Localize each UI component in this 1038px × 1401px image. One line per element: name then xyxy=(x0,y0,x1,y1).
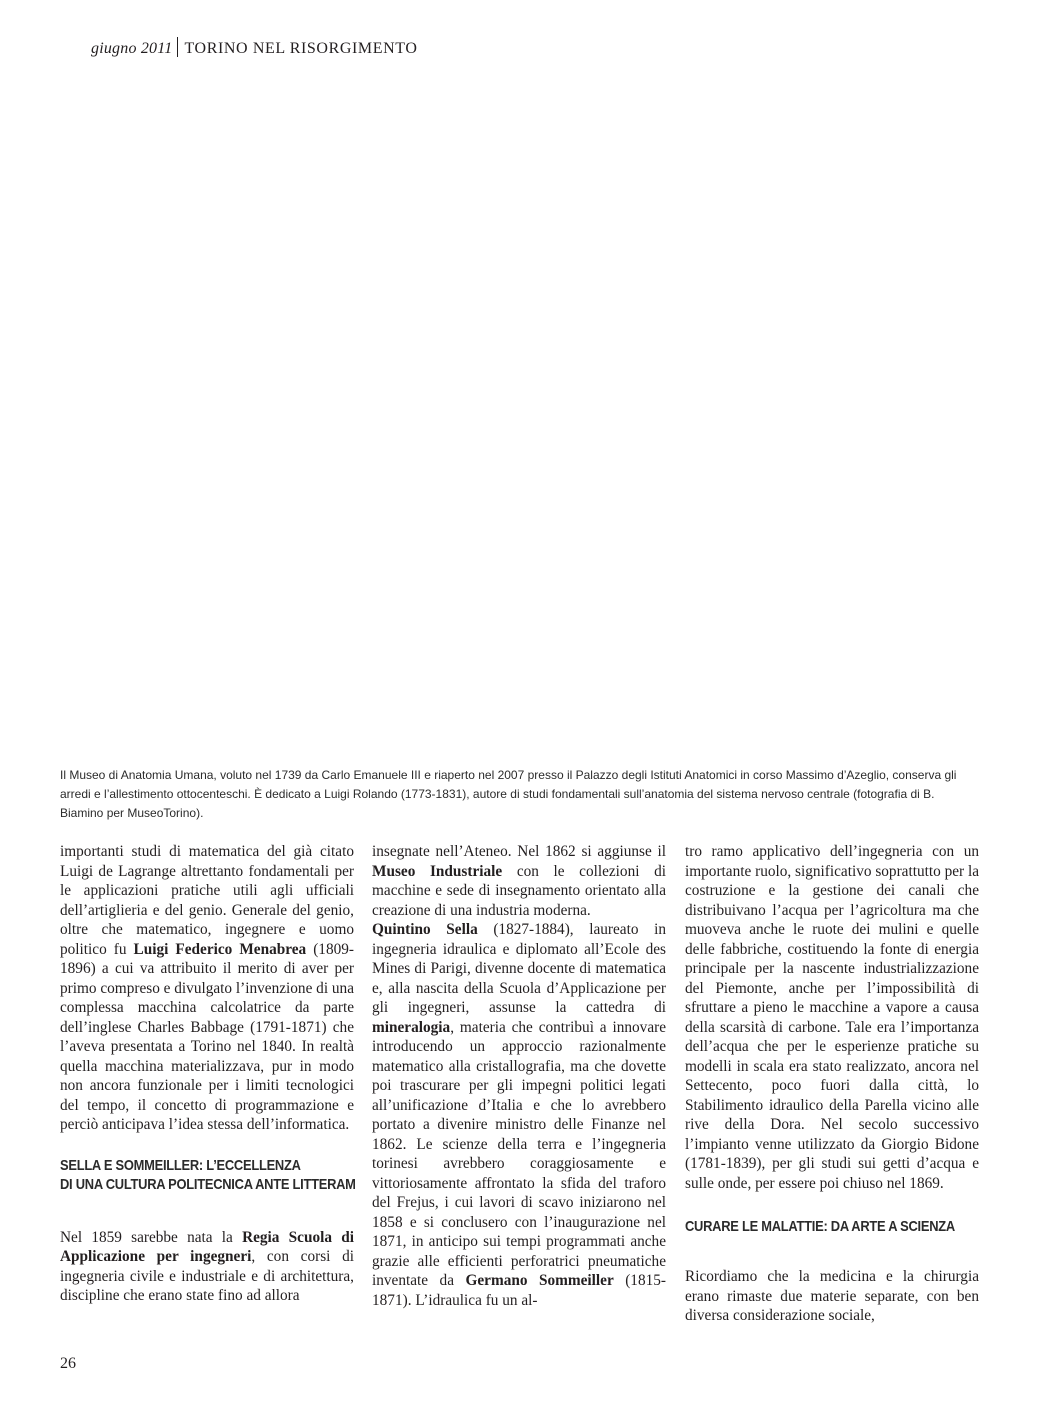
text-run: insegnate nell’Ateneo. Nel 1862 si aggiunse il xyxy=(372,843,666,860)
bold-name: Germano Sommeiller xyxy=(465,1272,614,1289)
text-run: (1815-1871). L’idraulica fu un al- xyxy=(372,1272,666,1309)
page-number: 26 xyxy=(60,1355,76,1372)
text-run: , con corsi di ingegneria civile e industriale e di architettura, discipline che erano state fino ad allora xyxy=(60,1248,354,1304)
text-run: con le collezioni di macchine e sede di insegnamento orientato alla creazione di una industria moderna. xyxy=(372,862,666,919)
bold-name: Quintino Sella xyxy=(372,921,478,938)
text-column-1 xyxy=(60,842,354,1306)
paragraph: Ricordiamo che la medicina e la chirurgia erano rimaste due materie separate, con ben diversa considerazione sociale, xyxy=(685,1268,979,1324)
heading-line: SELLA E SOMMEILLER: L’ECCELLENZA xyxy=(60,1156,301,1174)
photo-caption: Il Museo di Anatomia Umana, voluto nel 1739 da Carlo Emanuele III e riaperto nel 2007 presso il Palazzo degli Istituti Anatomici in corso Massimo d’Azeglio, conserva gli arredi e l’allestimento ottocenteschi. È dedicato a Luigi Rolando (1773-1831), autore di studi fondamentali sull’anatomia del sistema nervoso centrale (fotografia di B. Biamino per MuseoTorino). xyxy=(60,768,957,820)
bold-name: Regia Scuola di Applicazione per ingegneri xyxy=(60,1228,355,1265)
text-run: importanti studi di matematica del già citato Luigi de Lagrange altrettanto fondamentali per le applicazioni pratiche utili agli ufficiali dell’artiglieria e del genio. Generale del genio, oltre che matematico, ingegnere e uomo politico fu xyxy=(60,843,354,958)
section-heading: CURARE LE MALATTIE: DA ARTE A SCIENZA xyxy=(685,1218,955,1235)
bold-term: mineralogia xyxy=(372,1018,451,1036)
header-divider xyxy=(177,37,178,57)
text-run: (1809-1896) a cui va attribuito il merito di aver per primo compreso e divulgato l’invenzione di una complessa macchina calcolatrice da parte dell’inglese Charles Babbage (1791-1871) che l’aveva presentata a Torino nel 1840. In realtà quella macchina materializzava, pur in modo non ancora funzionale per i limiti tecnologici del tempo, il concetto di programmazione e perciò anticipava l’idea stessa dell’informatica. xyxy=(60,940,354,1133)
text-column-3 xyxy=(685,842,979,1326)
heading-line: DI UNA CULTURA POLITECNICA ANTE LITTERAM xyxy=(60,1175,356,1193)
paragraph: tro ramo applicativo dell’ingegneria con un importante ruolo, significativo soprattutto per la costruzione e la gestione dei canali che distribuivano l’acqua per l’agricoltura ma che muoveva anche le ruote dei mulini e quelle delle fabbriche, costituendo la fonte di energia principale per la nascente industrializzazione del Piemonte, anche per l’impossibilità di sfruttare a pieno le macchine a vapore a causa della scarsità di carbone. Tale era l’importanza dell’acqua che per le esperienze pratiche su modelli in scala era stato realizzato, ancora nel Settecento, poco fuori dalla città, lo Stabilimento idraulico della Parella vicino alle rive della Dora. Nel secolo successivo l’impianto venne utilizzato da Giorgio Bidone (1781-1839), per gli studi sui getti d’acqua e sulle onde, per essere poi chiuso nel 1869. xyxy=(685,843,979,1192)
photo-area xyxy=(60,78,978,758)
text-run: Nel 1859 sarebbe nata la xyxy=(60,1228,243,1246)
text-column-2 xyxy=(372,842,666,1310)
text-run: (1827-1884), laureato in ingegneria idraulica e diplomato all’Ecole des Mines di Parigi, divenne docente di matematica e, alla nascita della Scuola d’Applicazione per gli ingegneri, assunse la cattedra di xyxy=(372,921,666,1016)
section-title: TORINO NEL RISORGIMENTO xyxy=(184,40,418,57)
paragraph xyxy=(60,1228,354,1306)
paragraph xyxy=(60,842,354,1135)
text-run: , materia che contribuì a innovare introducendo un approccio razionalmente matematico alla cristallografia, ma che dovette poi trascurare per gli impegni politici legati all’unificazione d’Italia e che lo avrebbero portato a divenire ministro delle Finanze nel 1862. Le scienze della terra e l’ingegneria torinesi avrebbero coraggiosamente e vittoriosamente affrontato la sfida del traforo del Frejus, i cui lavori di scavo iniziarono nel 1858 e si conclusero con l’inaugurazione nel 1871, in anticipo sui tempi programmati anche grazie alle efficienti perforatrici pneumatiche inventate da xyxy=(372,1018,666,1289)
paragraph xyxy=(372,842,666,920)
running-head xyxy=(91,37,418,58)
bold-name: Museo Industriale xyxy=(372,862,503,880)
paragraph xyxy=(372,920,666,1310)
section-heading xyxy=(60,1156,356,1194)
issue-date: giugno 2011 xyxy=(91,40,173,57)
bold-name: Luigi Federico Menabrea xyxy=(133,940,307,958)
